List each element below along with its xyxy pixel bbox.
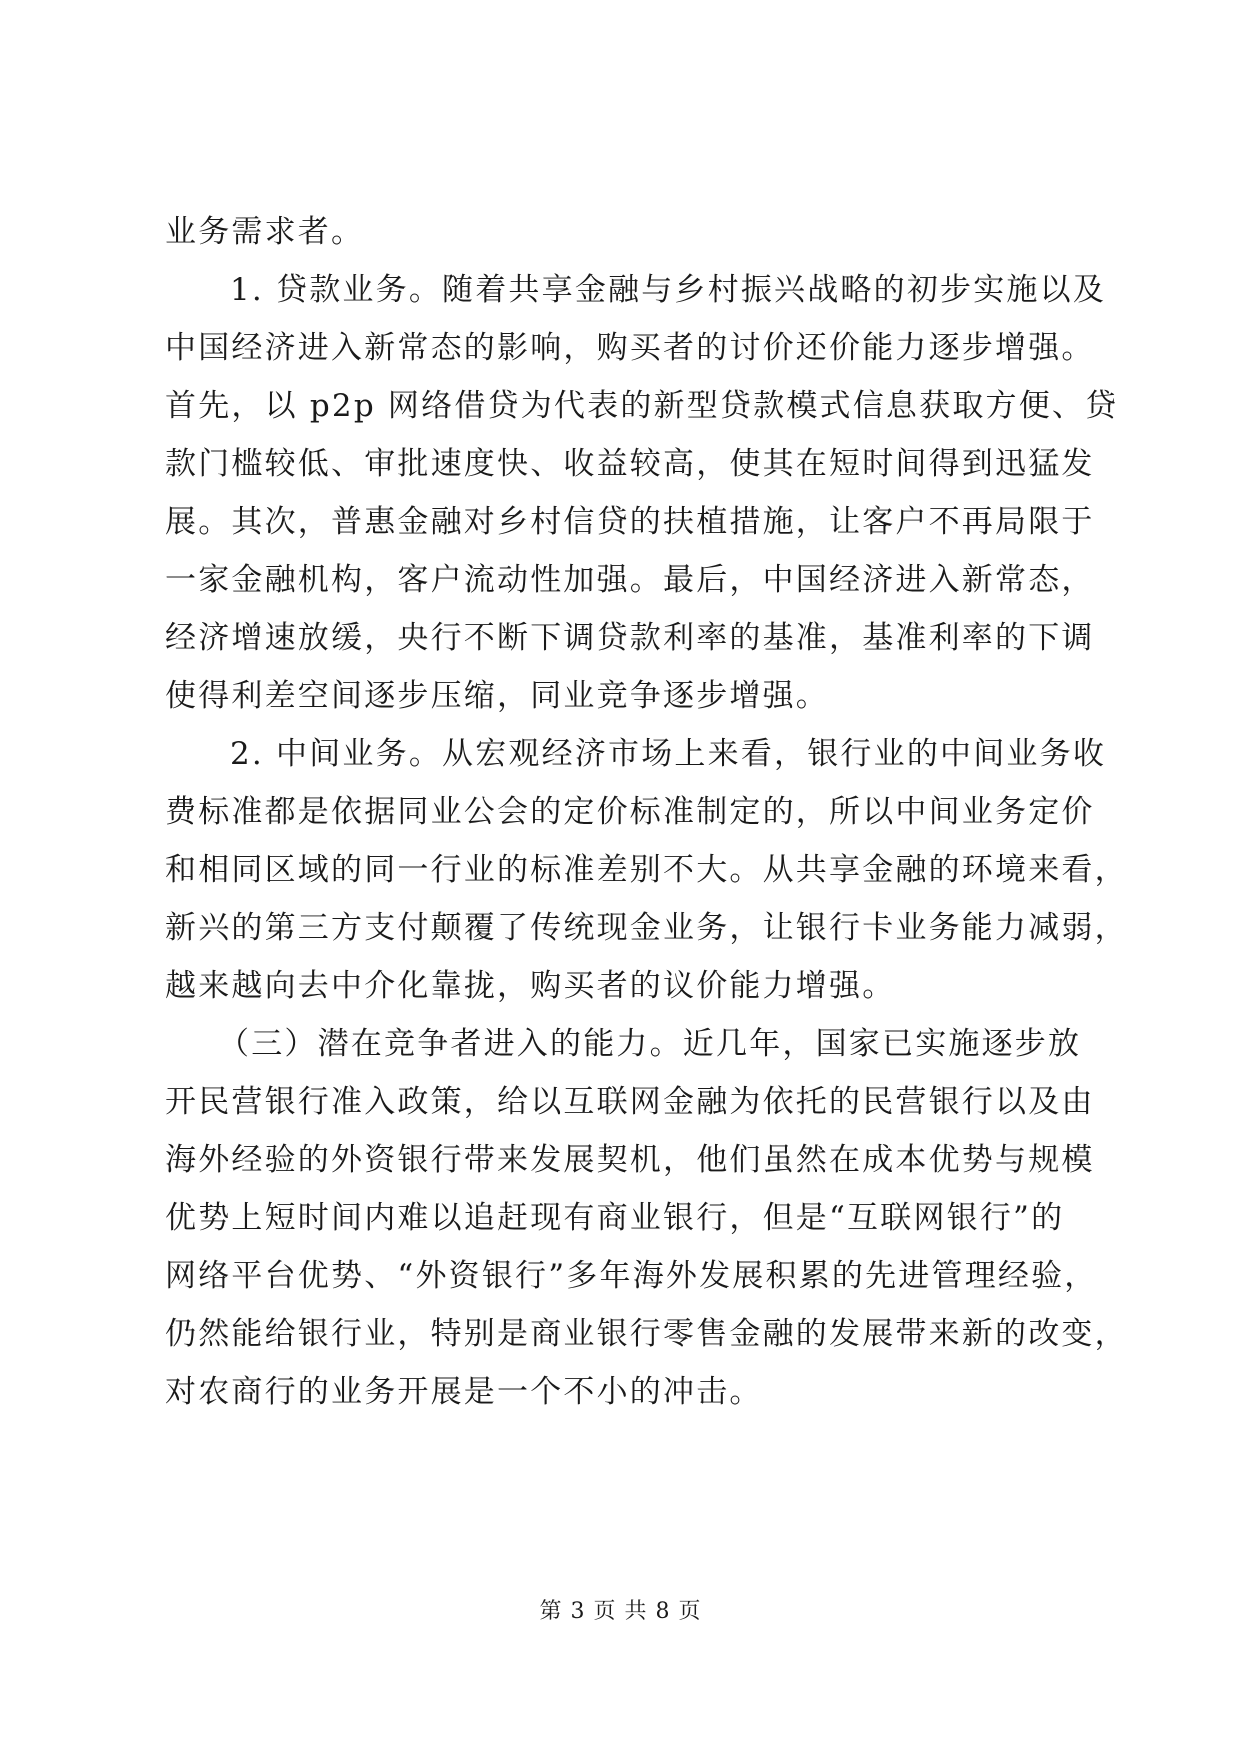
text-line: 仍然能给银行业，特别是商业银行零售金融的发展带来新的改变， <box>165 1316 1128 1352</box>
text-line: 中国经济进入新常态的影响，购买者的讨价还价能力逐步增强。 <box>165 330 1095 366</box>
text-line: 海外经验的外资银行带来发展契机，他们虽然在成本优势与规模 <box>165 1142 1095 1178</box>
text-line: 首先，以 p2p 网络借贷为代表的新型贷款模式信息获取方便、贷 <box>165 388 1119 424</box>
paragraph-intermediary-start: 2. 中间业务。从宏观经济市场上来看，银行业的中间业务收 <box>230 736 1107 772</box>
text-line: 展。其次，普惠金融对乡村信贷的扶植措施，让客户不再局限于 <box>165 504 1095 540</box>
text-line: 使得利差空间逐步压缩，同业竞争逐步增强。 <box>165 678 829 714</box>
text-line: 对农商行的业务开展是一个不小的冲击。 <box>165 1374 763 1410</box>
paragraph-competitors-start: （三）潜在竞争者进入的能力。近几年，国家已实施逐步放 <box>218 1026 1082 1062</box>
text-line: 越来越向去中介化靠拢，购买者的议价能力增强。 <box>165 968 896 1004</box>
text-line: 一家金融机构，客户流动性加强。最后，中国经济进入新常态， <box>165 562 1095 598</box>
text-line: 款门槛较低、审批速度快、收益较高，使其在短时间得到迅猛发 <box>165 446 1095 482</box>
page-footer: 第 3 页 共 8 页 <box>539 1599 702 1624</box>
text-line: 新兴的第三方支付颠覆了传统现金业务，让银行卡业务能力减弱， <box>165 910 1128 946</box>
paragraph-loans-start: 1. 贷款业务。随着共享金融与乡村振兴战略的初步实施以及 <box>230 272 1107 308</box>
text-line: 开民营银行准入政策，给以互联网金融为依托的民营银行以及由 <box>165 1084 1095 1120</box>
text-line: 和相同区域的同一行业的标准差别不大。从共享金融的环境来看， <box>165 852 1128 888</box>
text-line: 网络平台优势、“外资银行”多年海外发展积累的先进管理经验， <box>165 1258 1098 1294</box>
text-line: 经济增速放缓，央行不断下调贷款利率的基准，基准利率的下调 <box>165 620 1095 656</box>
text-line: 优势上短时间内难以追赶现有商业银行，但是“互联网银行”的 <box>165 1200 1065 1236</box>
text-line: 业务需求者。 <box>165 214 365 250</box>
text-line: 费标准都是依据同业公会的定价标准制定的，所以中间业务定价 <box>165 794 1095 830</box>
